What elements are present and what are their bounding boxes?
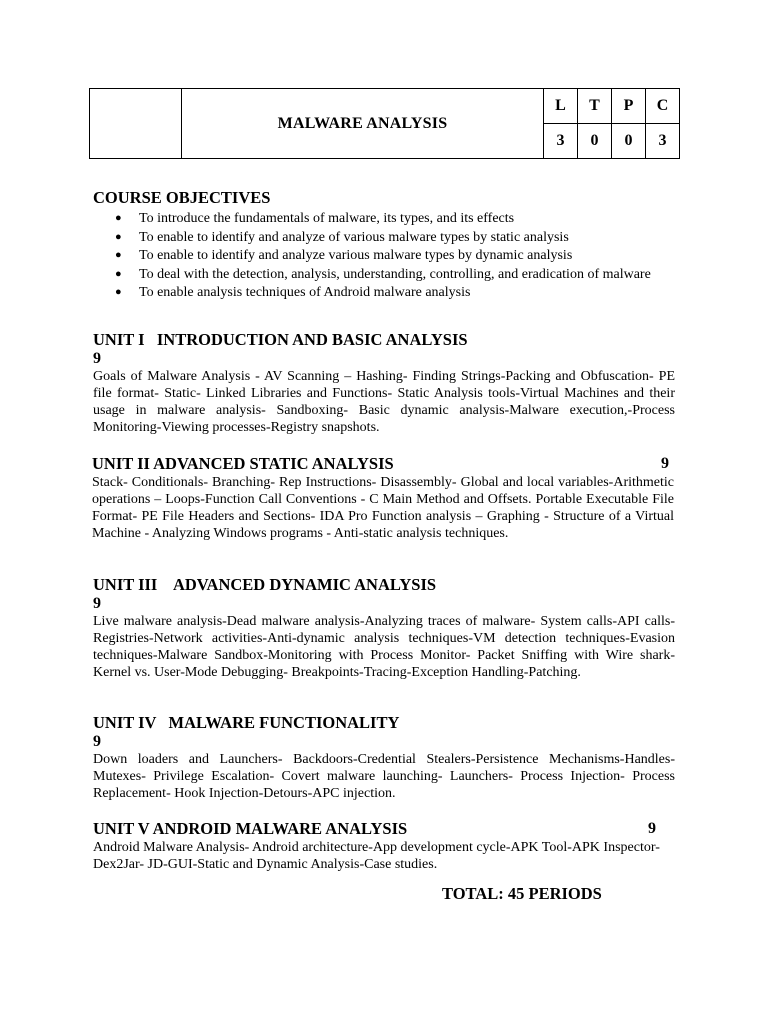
unit-3-title: UNIT III ADVANCED DYNAMIC ANALYSIS: [93, 575, 437, 594]
bullet-icon: ●: [115, 286, 122, 298]
objectives-list: [93, 210, 675, 301]
course-title: MALWARE ANALYSIS: [182, 89, 544, 159]
unit-5-content: Android Malware Analysis- Android architecture-App development cycle-APK Tool-APK Inspector-Dex2Jar- JD-GUI-Static and Dynamic Analysis-Case studies.: [93, 840, 660, 872]
objective-item: ● To deal with the detection, analysis, understanding, controlling, and eradication of malware: [115, 266, 651, 282]
course-objectives-section: [93, 188, 675, 303]
unit-2-title: UNIT II ADVANCED STATIC ANALYSIS: [92, 454, 394, 473]
unit-3-content: Live malware analysis-Dead malware analysis-Analyzing traces of malware- System calls-API calls-Registries-Network activities-Anti-dynamic analysis techniques-VM detection techniques-Evasion techniques-Malware Sandbox-Monitoring with Process Monitor- Packet Sniffing with Wire shark- Kernel vs. User-Mode Debugging- Breakpoints-Tracing-Exception Handling-Patching.: [93, 614, 675, 680]
unit-3-hours: 9: [93, 595, 101, 612]
course-header-table: [89, 88, 680, 159]
unit-2-section: [92, 454, 674, 542]
objective-item: ● To enable analysis techniques of Android malware analysis: [115, 285, 471, 300]
ltpc-label-c: C: [646, 89, 680, 124]
unit-1-hours: 9: [93, 350, 101, 367]
ltpc-label-t: T: [578, 89, 612, 124]
course-code-cell: [90, 89, 182, 159]
ltpc-value-c: 3: [646, 124, 680, 159]
unit-5-section: [93, 819, 675, 873]
unit-2-hours: 9: [661, 455, 669, 472]
bullet-icon: ●: [115, 212, 122, 224]
unit-1-section: [93, 330, 675, 436]
unit-3-section: [93, 575, 675, 681]
ltpc-label-p: P: [612, 89, 646, 124]
bullet-icon: ●: [115, 267, 122, 280]
unit-4-title: UNIT IV MALWARE FUNCTIONALITY: [93, 713, 400, 732]
ltpc-label-l: L: [544, 89, 578, 124]
ltpc-value-p: 0: [612, 124, 646, 159]
objective-item: ● To introduce the fundamentals of malware, its types, and its effects: [115, 211, 515, 226]
objective-item: ● To enable to identify and analyze of various malware types by static analysis: [115, 229, 569, 245]
bullet-icon: ●: [115, 230, 122, 243]
ltpc-value-l: 3: [544, 124, 578, 159]
unit-5-title: UNIT V ANDROID MALWARE ANALYSIS: [93, 819, 408, 838]
unit-1-content: Goals of Malware Analysis - AV Scanning – Hashing- Finding Strings-Packing and Obfuscation- PE file format- Static- Linked Libraries and Functions- Static Analysis tools-Virtual Machines and their usage in malware analysis- Sandboxing- Basic dynamic analysis-Malware execution,-Process Monitoring-Viewing processes-Registry snapshots.: [93, 369, 675, 435]
unit-2-content: Stack- Conditionals- Branching- Rep Instructions- Disassembly- Global and local variables-Arithmetic operations – Loops-Function Call Conventions - C Main Method and Offsets. Portable Executable File Format- PE File Headers and Sections- IDA Pro Function analysis – Graphing - Structure of a Virtual Machine - Analyzing Windows programs - Anti-static analysis techniques.: [92, 475, 674, 541]
unit-4-hours: 9: [93, 733, 101, 750]
unit-5-hours: 9: [648, 820, 656, 837]
bullet-icon: ●: [115, 249, 122, 261]
objectives-heading: COURSE OBJECTIVES: [93, 188, 271, 207]
unit-4-section: [93, 713, 675, 802]
unit-4-content: Down loaders and Launchers- Backdoors-Credential Stealers-Persistence Mechanisms-Handles- Mutexes- Privilege Escalation- Covert malware launching- Launchers- Process Injection- Process Replacement- Hook Injection-Detours-APC injection.: [93, 752, 675, 801]
objective-item: ● To enable to identify and analyze various malware types by dynamic analysis: [115, 248, 573, 263]
total-periods: TOTAL: 45 PERIODS: [442, 884, 602, 903]
ltpc-value-t: 0: [578, 124, 612, 159]
unit-1-title: UNIT I INTRODUCTION AND BASIC ANALYSIS: [93, 330, 468, 349]
